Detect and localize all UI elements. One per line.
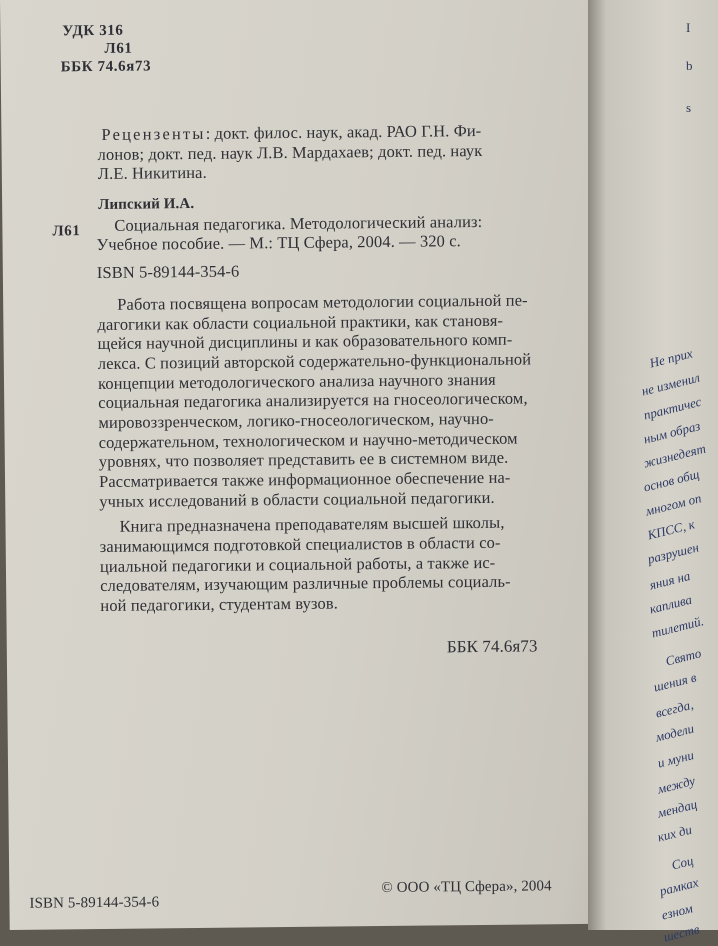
abstract-line: мировоззренческом, логико-гносеологическом, научно-	[98, 408, 494, 432]
right-page-fragment: многом оп	[644, 490, 703, 519]
right-page-fragment: каплива	[648, 591, 694, 617]
right-page-fragment: рамках	[658, 874, 700, 899]
right-page-fragment: шения в	[652, 669, 698, 695]
right-page-fragment: и муни	[656, 747, 696, 771]
abstract-line: лекса. С позиций авторской содержательно-функциональной	[97, 349, 532, 373]
right-page-fragment: разрушен	[646, 539, 701, 567]
author-name: Липский И.А.	[98, 195, 195, 213]
right-page-fragment: модели	[654, 720, 696, 745]
udk-code: УДК 316	[62, 22, 124, 40]
title-line-2: Учебное пособие. — М.: ТЦ Сфера, 2004. — 320 с.	[96, 231, 461, 255]
abstract-line: содержательном, технологическом и научно-методическом	[98, 428, 518, 452]
abstract-line: щейся научной дисциплины и как образовательного комп-	[97, 329, 513, 353]
right-page-fragment: ких ди	[656, 821, 694, 845]
abstract-line: Рассматривается также информационное обеспечение на-	[98, 467, 511, 491]
right-page-top-fragment: b	[686, 58, 693, 73]
right-page-fragment: между	[656, 772, 697, 797]
right-page-fragment: Не прих	[648, 345, 695, 371]
abstract-line: учных исследований в области социальной педагогики.	[99, 487, 495, 511]
bbk-bottom: ББК 74.6я73	[446, 636, 538, 657]
right-page-fragment: ным образ	[642, 418, 702, 447]
right-page-fragment: шеств	[662, 921, 701, 945]
reviewers-line-3: Л.Е. Никитина.	[97, 162, 207, 183]
right-page-fragment: КПСС, к	[646, 516, 697, 543]
right-page	[588, 0, 718, 945]
right-page-fragment: тилетий.	[650, 613, 706, 641]
reviewers-label: Рецензенты	[101, 123, 206, 144]
right-page-fragment: всегда,	[654, 696, 695, 721]
reviewers-line-2: лонов; докт. пед. наук Л.В. Мардахаев; докт. пед. наук	[97, 140, 483, 164]
abstract-line: социальная педагогика анализируется на гносеологическом,	[98, 388, 528, 412]
right-page-fragment: Соц	[670, 852, 695, 873]
abstract-line: Книга предназначена преподавателям высшей школы,	[119, 512, 505, 536]
author-mark-top: Л61	[104, 40, 133, 57]
abstract-line: циальной педагогики и социальной работы, а также ис-	[99, 552, 496, 576]
abstract-line: концепции методологического анализа научного знания	[97, 369, 496, 393]
bbk-top: ББК 74.6я73	[60, 58, 152, 76]
right-page-fragment: не изменил	[640, 369, 702, 399]
right-page-fragment: Свято	[664, 645, 703, 669]
footer-copyright: © ООО «ТЦ Сфера», 2004	[381, 878, 552, 897]
abstract-line: ной педагогики, студентам вузов.	[100, 593, 339, 615]
right-page-fragment: основ общ	[642, 466, 701, 495]
title-line-1: Социальная педагогика. Методологический анализ:	[114, 211, 483, 235]
right-page-fragment: практичес	[642, 393, 703, 423]
abstract-line: занимающимся подготовкой специалистов в области со-	[99, 532, 501, 556]
author-mark: Л61	[52, 223, 81, 240]
right-page-top-fragment: s	[686, 100, 692, 115]
right-page-fragment: жизнедеят	[642, 440, 708, 471]
isbn: ISBN 5-89144-354-6	[96, 261, 240, 283]
abstract-line: Работа посвящена вопросам методологии социальной пе-	[117, 290, 528, 314]
right-page-fragment: езном	[660, 900, 695, 923]
right-page-fragment: мендац	[656, 796, 699, 821]
reviewers-line-1-text: : докт. филос. наук, акад. РАО Г.Н. Фи-	[205, 120, 482, 143]
right-page-top-fragment: I	[686, 20, 691, 35]
abstract-line: следователям, изучающим различные проблемы социаль-	[100, 571, 511, 595]
footer-isbn: ISBN 5-89144-354-6	[29, 894, 160, 912]
right-page-fragment: яния на	[648, 568, 692, 593]
abstract-line: уровнях, что позволяет представить ее в системном виде.	[98, 447, 509, 471]
abstract-line: дагогики как области социальной практики, как становя-	[97, 310, 504, 334]
